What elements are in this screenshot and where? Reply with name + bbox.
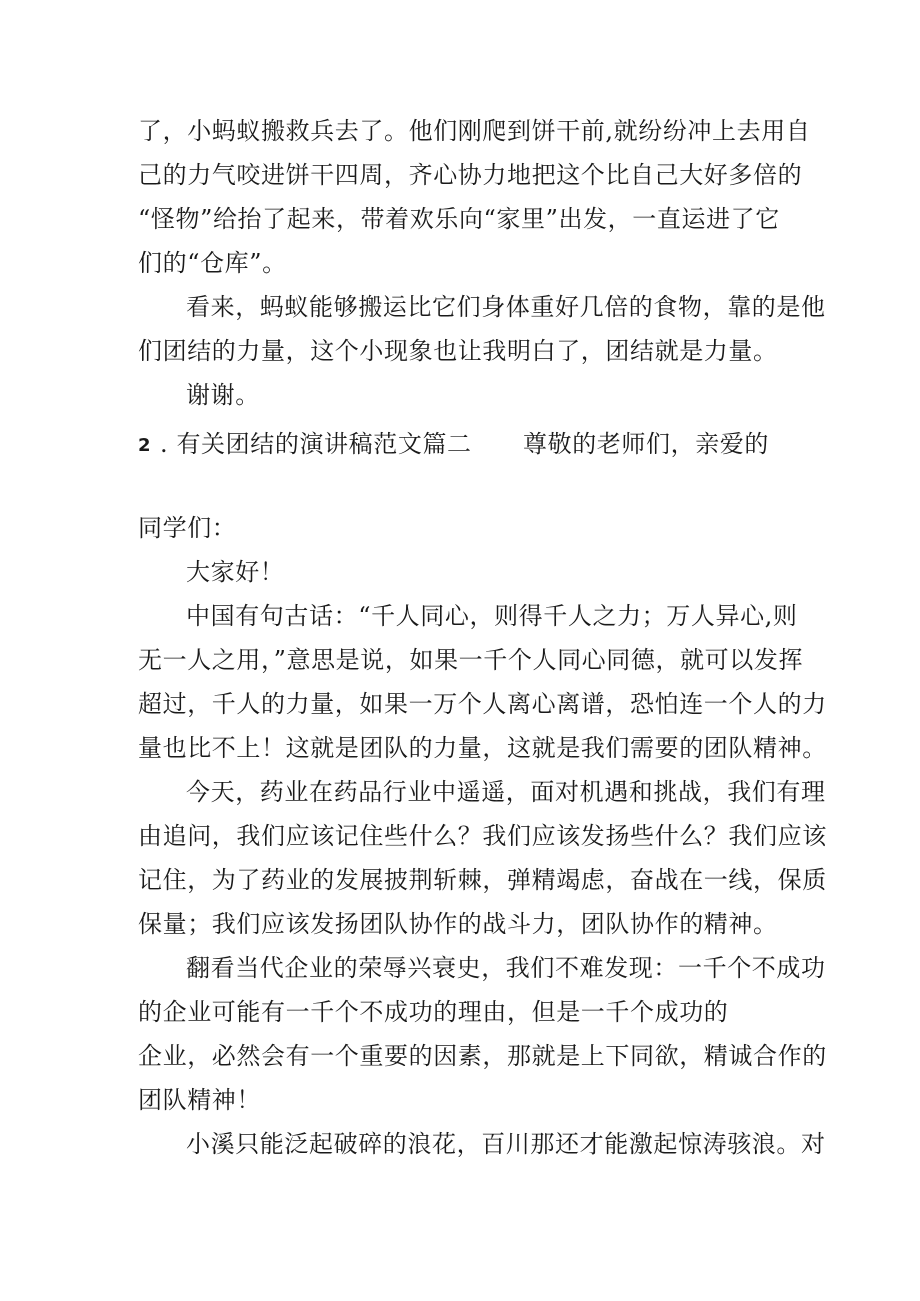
paragraph-line: 小溪只能泛起破碎的浪花，百川那还才能激起惊涛骇浪。对 [186,1130,826,1158]
paragraph-line: 保量；我们应该发扬团队协作的战斗力，团队协作的精神。 [138,910,778,938]
paragraph-line: 记住，为了药业的发展披荆斩棘，弹精竭虑，奋战在一线，保质 [138,866,827,894]
section-number: 2 [138,435,151,456]
paragraph-line: 们的“仓库”。 [138,249,287,277]
section-title: . 有关团结的演讲稿范文篇二 [160,430,472,458]
paragraph-line: 今天，药业在药品行业中遥遥，面对机遇和挑战，我们有理 [186,778,826,806]
paragraph-line: 由追问，我们应该记住些什么？我们应该发扬些什么？我们应该 [138,822,827,850]
paragraph-line: 团队精神！ [138,1086,261,1114]
paragraph-line: 们团结的力量，这个小现象也让我明白了，团结就是力量。 [138,337,778,365]
speech-hello: 大家好！ [186,558,285,586]
speech-greeting-continued: 同学们： [138,514,237,542]
paragraph-line: 企业，必然会有一个重要的因素，那就是上下同欲，精诚合作的 [138,1042,827,1070]
paragraph-line: 量也比不上！这就是团队的力量，这就是我们需要的团队精神。 [138,734,827,762]
paragraph-line: 己的力气咬进饼干四周，齐心协力地把这个比自己大好多倍的 [138,161,803,189]
closing-thanks: 谢谢。 [186,381,260,409]
paragraph-line: 超过，千人的力量，如果一万个人离心离谱，恐怕连一个人的力 [138,690,827,718]
paragraph-line: 中国有句古话：“千人同心，则得千人之力；万人异心,则 [186,602,798,630]
paragraph-line: 翻看当代企业的荣辱兴衰史，我们不难发现：一千个不成功 [186,954,826,982]
paragraph-line: “怪物”给抬了起来，带着欢乐向“家里”出发，一直运进了它 [138,205,780,233]
paragraph-line: 的企业可能有一千个不成功的理由，但是一千个成功的 [138,998,729,1026]
paragraph-line: 看来，蚂蚁能够搬运比它们身体重好几倍的食物，靠的是他 [186,293,826,321]
paragraph-line: 无一人之用，”意思是说，如果一千个人同心同德，就可以发挥 [138,646,804,674]
paragraph-line: 了，小蚂蚁搬救兵去了。他们刚爬到饼干前,就纷纷冲上去用自 [138,117,811,145]
speech-greeting: 尊敬的老师们，亲爱的 [523,430,769,458]
